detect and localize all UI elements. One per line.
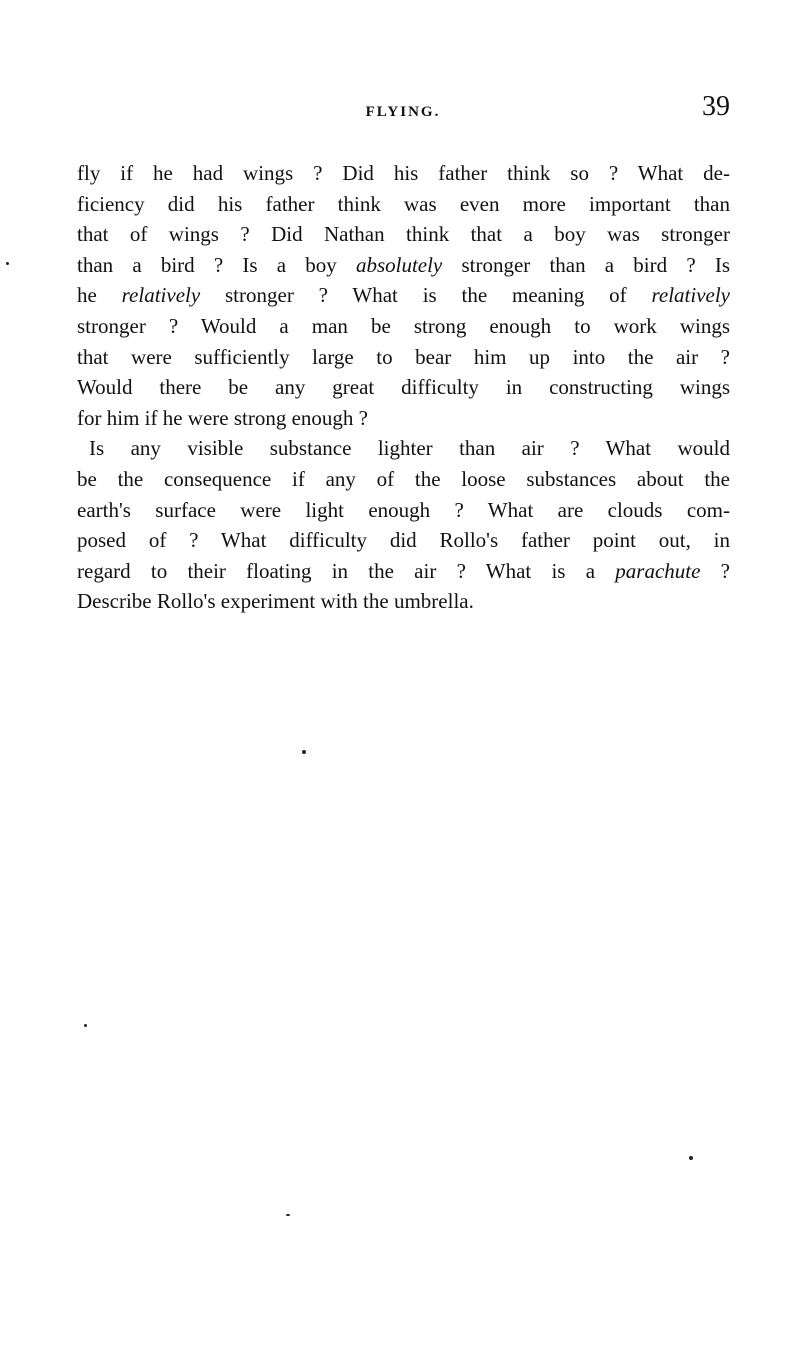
text-line: regard to their floating in the air ? What is a parachute ? — [77, 558, 730, 583]
text-line: Would there be any great difficulty in constructing wings — [77, 375, 730, 400]
text-line: he relatively stronger ? What is the meaning of relatively — [77, 283, 730, 308]
paragraph-2 — [77, 433, 730, 617]
scan-speck — [286, 1214, 290, 1216]
text-line: stronger ? Would a man be strong enough to work wings — [77, 313, 730, 338]
running-head — [76, 92, 730, 126]
page-number: 39 — [702, 91, 730, 122]
text-line: that of wings ? Did Nathan think that a boy was stronger — [77, 222, 730, 247]
text-line: Is any visible substance lighter than air ? What would — [89, 436, 730, 461]
text-line: be the consequence if any of the loose substances about the — [77, 466, 730, 491]
paragraph-1 — [77, 158, 730, 433]
questions-text — [77, 158, 730, 617]
running-title: FLYING. — [365, 104, 441, 120]
text-line: earth's surface were light enough ? What are clouds com- — [77, 497, 730, 522]
text-line: for him if he were strong enough ? — [77, 405, 368, 430]
text-line: than a bird ? Is a boy absolutely stronger than a bird ? Is — [77, 252, 730, 277]
text-line: that were sufficiently large to bear him up into the air ? — [77, 344, 730, 369]
scan-speck — [689, 1156, 693, 1160]
scan-speck — [6, 262, 9, 265]
text-line: posed of ? What difficulty did Rollo's father point out, in — [77, 528, 730, 553]
text-line: ficiency did his father think was even more important than — [77, 191, 730, 216]
scan-speck — [84, 1024, 87, 1027]
scan-speck — [302, 750, 306, 754]
text-line: fly if he had wings ? Did his father think so ? What de- — [77, 161, 730, 185]
text-line: Describe Rollo's experiment with the umbrella. — [77, 589, 474, 614]
